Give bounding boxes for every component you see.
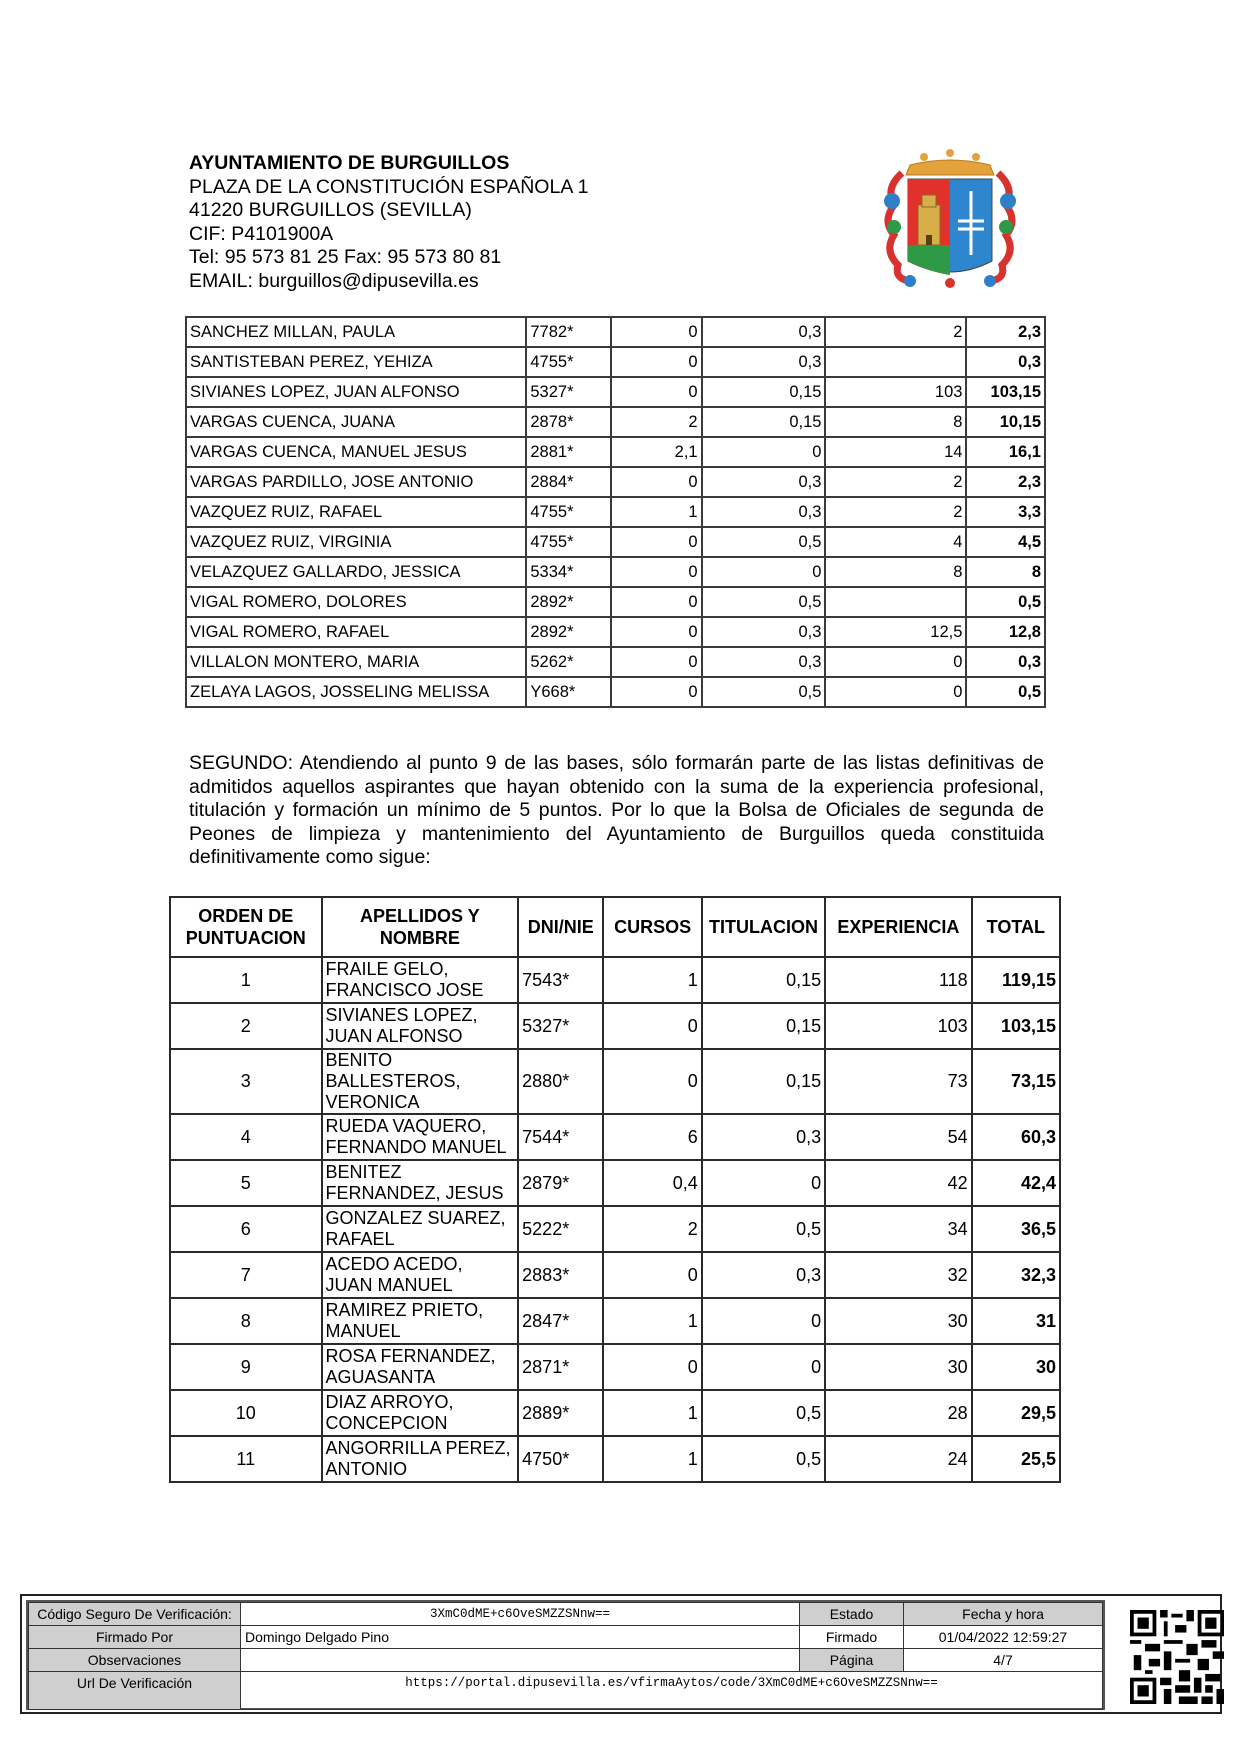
ranking-header-row: [170, 897, 1060, 957]
ranking-orden: 8: [170, 1298, 322, 1344]
applicant-total: 4,5: [966, 527, 1045, 557]
observaciones-value: [241, 1649, 800, 1672]
ranking-total: 73,15: [972, 1049, 1060, 1114]
pagina-label: Página: [800, 1649, 904, 1672]
applicant-row: [186, 317, 1045, 347]
applicant-titulacion: 0,5: [702, 677, 826, 707]
ranking-titulacion: 0,15: [702, 1049, 825, 1114]
ranking-row: [170, 1344, 1060, 1390]
ranking-cursos: 1: [603, 1390, 701, 1436]
ranking-cursos: 0: [603, 1344, 701, 1390]
applicant-total: 0,3: [966, 347, 1045, 377]
applicant-row: [186, 347, 1045, 377]
applicant-titulacion: 0,3: [702, 617, 826, 647]
ranking-orden: 10: [170, 1390, 322, 1436]
applicant-dni: 5334*: [526, 557, 611, 587]
ranking-total: 42,4: [972, 1160, 1060, 1206]
applicant-experiencia: 103: [825, 377, 966, 407]
applicant-cursos: 0: [611, 677, 702, 707]
ranking-titulacion: 0,5: [702, 1436, 825, 1482]
letterhead: [189, 152, 589, 293]
applicant-titulacion: 0,3: [702, 317, 826, 347]
applicant-experiencia: 2: [825, 497, 966, 527]
applicant-titulacion: 0,15: [702, 377, 826, 407]
ranking-orden: 9: [170, 1344, 322, 1390]
ranking-name: RAMIREZ PRIETO, MANUEL: [322, 1298, 519, 1344]
applicants-table: [185, 316, 1046, 708]
ranking-titulacion: 0,5: [702, 1206, 825, 1252]
ranking-cursos: 0: [603, 1049, 701, 1114]
ranking-cursos: 0: [603, 1003, 701, 1049]
ranking-titulacion: 0: [702, 1160, 825, 1206]
ranking-row: [170, 957, 1060, 1003]
applicant-experiencia: 8: [825, 407, 966, 437]
ranking-total: 25,5: [972, 1436, 1060, 1482]
csv-value: 3XmC0dME+c6OveSMZZSNnw==: [241, 1603, 800, 1626]
ranking-orden: 11: [170, 1436, 322, 1482]
applicant-dni: 2881*: [526, 437, 611, 467]
ranking-table: [169, 896, 1061, 1483]
ranking-row: [170, 1390, 1060, 1436]
applicant-dni: Y668*: [526, 677, 611, 707]
ranking-experiencia: 30: [825, 1344, 971, 1390]
ranking-experiencia: 118: [825, 957, 971, 1003]
ranking-titulacion: 0,5: [702, 1390, 825, 1436]
applicant-titulacion: 0,3: [702, 497, 826, 527]
ranking-experiencia: 28: [825, 1390, 971, 1436]
cif: CIF: P4101900A: [189, 222, 334, 245]
ranking-cursos: 1: [603, 957, 701, 1003]
applicant-experiencia: 0: [825, 677, 966, 707]
ranking-experiencia: 32: [825, 1252, 971, 1298]
applicant-dni: 4755*: [526, 497, 611, 527]
ranking-dni: 2847*: [518, 1298, 603, 1344]
ranking-name: ACEDO ACEDO, JUAN MANUEL: [322, 1252, 519, 1298]
signature-block: [20, 1594, 1222, 1714]
signature-table: [28, 1602, 1103, 1710]
applicant-row: [186, 677, 1045, 707]
header-total: TOTAL: [972, 897, 1060, 957]
ranking-titulacion: 0,3: [702, 1252, 825, 1298]
applicant-titulacion: 0,3: [702, 467, 826, 497]
ranking-experiencia: 34: [825, 1206, 971, 1252]
ranking-total: 103,15: [972, 1003, 1060, 1049]
ranking-experiencia: 42: [825, 1160, 971, 1206]
applicant-experiencia: 8: [825, 557, 966, 587]
applicant-dni: 2892*: [526, 617, 611, 647]
applicant-cursos: 0: [611, 587, 702, 617]
pagina-value: 4/7: [904, 1649, 1103, 1672]
ranking-titulacion: 0,15: [702, 957, 825, 1003]
applicant-experiencia: 0: [825, 647, 966, 677]
applicant-row: [186, 437, 1045, 467]
applicant-dni: 2878*: [526, 407, 611, 437]
ranking-total: 32,3: [972, 1252, 1060, 1298]
applicant-cursos: 0: [611, 467, 702, 497]
applicant-name: SIVIANES LOPEZ, JUAN ALFONSO: [186, 377, 526, 407]
applicant-titulacion: 0: [702, 437, 826, 467]
ranking-orden: 4: [170, 1114, 322, 1160]
ranking-total: 36,5: [972, 1206, 1060, 1252]
applicant-row: [186, 467, 1045, 497]
applicant-name: VARGAS CUENCA, JUANA: [186, 407, 526, 437]
applicant-dni: 2892*: [526, 587, 611, 617]
applicant-name: VIGAL ROMERO, DOLORES: [186, 587, 526, 617]
header-cursos: CURSOS: [603, 897, 701, 957]
ranking-name: ROSA FERNANDEZ, AGUASANTA: [322, 1344, 519, 1390]
ranking-dni: 2879*: [518, 1160, 603, 1206]
ranking-dni: 5327*: [518, 1003, 603, 1049]
ranking-titulacion: 0,3: [702, 1114, 825, 1160]
address: PLAZA DE LA CONSTITUCIÓN ESPAÑOLA 1: [189, 175, 589, 198]
segundo-paragraph: SEGUNDO: Atendiendo al punto 9 de las bases, sólo formarán parte de las listas definitivas de admitidos aquellos aspirantes que hayan obtenido con la suma de la experiencia profesional, titulación y formación un mínimo de 5 puntos. Por lo que la Bolsa de Oficiales de segunda de Peones de limpieza y mantenimiento del Ayuntamiento de Burguillos queda constituida definitivamente como sigue:: [189, 752, 1044, 869]
observaciones-label: Observaciones: [29, 1649, 241, 1672]
ranking-row: [170, 1252, 1060, 1298]
applicant-experiencia: [825, 587, 966, 617]
applicant-name: SANTISTEBAN PEREZ, YEHIZA: [186, 347, 526, 377]
applicant-experiencia: [825, 347, 966, 377]
ranking-orden: 7: [170, 1252, 322, 1298]
city: 41220 BURGUILLOS (SEVILLA): [189, 199, 472, 221]
applicant-experiencia: 4: [825, 527, 966, 557]
applicant-cursos: 0: [611, 617, 702, 647]
header-experiencia: EXPERIENCIA: [825, 897, 971, 957]
ranking-total: 30: [972, 1344, 1060, 1390]
ranking-cursos: 1: [603, 1298, 701, 1344]
applicant-name: VARGAS PARDILLO, JOSE ANTONIO: [186, 467, 526, 497]
ranking-experiencia: 30: [825, 1298, 971, 1344]
ranking-dni: 2871*: [518, 1344, 603, 1390]
ranking-row: [170, 1049, 1060, 1114]
firmado-por-value: Domingo Delgado Pino: [241, 1626, 800, 1649]
organization-name: AYUNTAMIENTO DE BURGUILLOS: [189, 152, 510, 174]
applicant-titulacion: 0,5: [702, 527, 826, 557]
applicant-cursos: 0: [611, 647, 702, 677]
ranking-row: [170, 1003, 1060, 1049]
firmado-por-label: Firmado Por: [29, 1626, 241, 1649]
applicant-experiencia: 2: [825, 317, 966, 347]
ranking-cursos: 2: [603, 1206, 701, 1252]
applicant-dni: 4755*: [526, 347, 611, 377]
header-nombre: APELLIDOS Y NOMBRE: [322, 897, 519, 957]
applicant-titulacion: 0: [702, 557, 826, 587]
ranking-row: [170, 1114, 1060, 1160]
applicant-row: [186, 497, 1045, 527]
applicant-total: 12,8: [966, 617, 1045, 647]
applicant-dni: 2884*: [526, 467, 611, 497]
ranking-name: DIAZ ARROYO, CONCEPCION: [322, 1390, 519, 1436]
applicant-cursos: 0: [611, 527, 702, 557]
applicant-dni: 7782*: [526, 317, 611, 347]
applicant-titulacion: 0,3: [702, 347, 826, 377]
header-dni: DNI/NIE: [518, 897, 603, 957]
applicant-row: [186, 407, 1045, 437]
applicant-cursos: 2,1: [611, 437, 702, 467]
ranking-dni: 7544*: [518, 1114, 603, 1160]
ranking-titulacion: 0: [702, 1298, 825, 1344]
applicant-cursos: 0: [611, 317, 702, 347]
ranking-row: [170, 1436, 1060, 1482]
ranking-dni: 2880*: [518, 1049, 603, 1114]
applicant-row: [186, 647, 1045, 677]
applicant-total: 0,3: [966, 647, 1045, 677]
applicant-row: [186, 527, 1045, 557]
applicant-dni: 4755*: [526, 527, 611, 557]
ranking-orden: 6: [170, 1206, 322, 1252]
header-orden: ORDEN DE PUNTUACION: [170, 897, 322, 957]
ranking-total: 31: [972, 1298, 1060, 1344]
applicant-cursos: 0: [611, 377, 702, 407]
applicant-titulacion: 0,3: [702, 647, 826, 677]
estado-value: Firmado: [800, 1626, 904, 1649]
applicant-total: 3,3: [966, 497, 1045, 527]
estado-label: Estado: [800, 1603, 904, 1626]
applicant-total: 2,3: [966, 467, 1045, 497]
ranking-name: BENITEZ FERNANDEZ, JESUS: [322, 1160, 519, 1206]
url-label: Url De Verificación: [29, 1672, 241, 1710]
ranking-dni: 2883*: [518, 1252, 603, 1298]
ranking-name: SIVIANES LOPEZ, JUAN ALFONSO: [322, 1003, 519, 1049]
ranking-experiencia: 54: [825, 1114, 971, 1160]
ranking-row: [170, 1160, 1060, 1206]
applicant-row: [186, 377, 1045, 407]
applicant-titulacion: 0,15: [702, 407, 826, 437]
applicant-name: VARGAS CUENCA, MANUEL JESUS: [186, 437, 526, 467]
ranking-experiencia: 103: [825, 1003, 971, 1049]
applicant-titulacion: 0,5: [702, 587, 826, 617]
ranking-name: GONZALEZ SUAREZ, RAFAEL: [322, 1206, 519, 1252]
ranking-cursos: 0,4: [603, 1160, 701, 1206]
ranking-total: 119,15: [972, 957, 1060, 1003]
ranking-orden: 1: [170, 957, 322, 1003]
ranking-titulacion: 0: [702, 1344, 825, 1390]
applicant-row: [186, 557, 1045, 587]
applicant-name: VIGAL ROMERO, RAFAEL: [186, 617, 526, 647]
header-titulacion: TITULACION: [702, 897, 825, 957]
phone-fax: Tel: 95 573 81 25 Fax: 95 573 80 81: [189, 246, 502, 268]
applicant-experiencia: 2: [825, 467, 966, 497]
ranking-row: [170, 1298, 1060, 1344]
applicant-name: VAZQUEZ RUIZ, RAFAEL: [186, 497, 526, 527]
ranking-dni: 2889*: [518, 1390, 603, 1436]
email: EMAIL: burguillos@dipusevilla.es: [189, 269, 479, 292]
ranking-experiencia: 73: [825, 1049, 971, 1114]
ranking-dni: 5222*: [518, 1206, 603, 1252]
applicant-total: 8: [966, 557, 1045, 587]
coat-of-arms-icon: [880, 143, 1020, 289]
applicant-dni: 5327*: [526, 377, 611, 407]
fecha-label: Fecha y hora: [904, 1603, 1103, 1626]
ranking-cursos: 1: [603, 1436, 701, 1482]
ranking-orden: 2: [170, 1003, 322, 1049]
applicant-experiencia: 14: [825, 437, 966, 467]
applicant-name: VILLALON MONTERO, MARIA: [186, 647, 526, 677]
applicant-dni: 5262*: [526, 647, 611, 677]
ranking-experiencia: 24: [825, 1436, 971, 1482]
ranking-total: 29,5: [972, 1390, 1060, 1436]
applicant-name: ZELAYA LAGOS, JOSSELING MELISSA: [186, 677, 526, 707]
applicant-total: 103,15: [966, 377, 1045, 407]
csv-label: Código Seguro De Verificación:: [29, 1603, 241, 1626]
ranking-name: RUEDA VAQUERO, FERNANDO MANUEL: [322, 1114, 519, 1160]
applicant-name: VAZQUEZ RUIZ, VIRGINIA: [186, 527, 526, 557]
fecha-value: 01/04/2022 12:59:27: [904, 1626, 1103, 1649]
ranking-row: [170, 1206, 1060, 1252]
ranking-cursos: 0: [603, 1252, 701, 1298]
applicant-name: VELAZQUEZ GALLARDO, JESSICA: [186, 557, 526, 587]
applicant-name: SANCHEZ MILLAN, PAULA: [186, 317, 526, 347]
applicant-cursos: 0: [611, 347, 702, 377]
ranking-name: BENITO BALLESTEROS, VERONICA: [322, 1049, 519, 1114]
ranking-orden: 5: [170, 1160, 322, 1206]
ranking-name: FRAILE GELO, FRANCISCO JOSE: [322, 957, 519, 1003]
ranking-total: 60,3: [972, 1114, 1060, 1160]
applicant-row: [186, 617, 1045, 647]
applicant-total: 0,5: [966, 587, 1045, 617]
applicant-cursos: 0: [611, 557, 702, 587]
applicant-row: [186, 587, 1045, 617]
ranking-dni: 7543*: [518, 957, 603, 1003]
applicant-cursos: 1: [611, 497, 702, 527]
applicant-total: 2,3: [966, 317, 1045, 347]
qr-code-icon: [1130, 1610, 1224, 1704]
applicant-total: 16,1: [966, 437, 1045, 467]
ranking-name: ANGORRILLA PEREZ, ANTONIO: [322, 1436, 519, 1482]
applicant-experiencia: 12,5: [825, 617, 966, 647]
ranking-titulacion: 0,15: [702, 1003, 825, 1049]
applicant-total: 0,5: [966, 677, 1045, 707]
url-value[interactable]: https://portal.dipusevilla.es/vfirmaAytos/code/3XmC0dME+c6OveSMZZSNnw==: [241, 1672, 1103, 1710]
ranking-orden: 3: [170, 1049, 322, 1114]
applicant-cursos: 2: [611, 407, 702, 437]
applicant-total: 10,15: [966, 407, 1045, 437]
ranking-dni: 4750*: [518, 1436, 603, 1482]
ranking-cursos: 6: [603, 1114, 701, 1160]
